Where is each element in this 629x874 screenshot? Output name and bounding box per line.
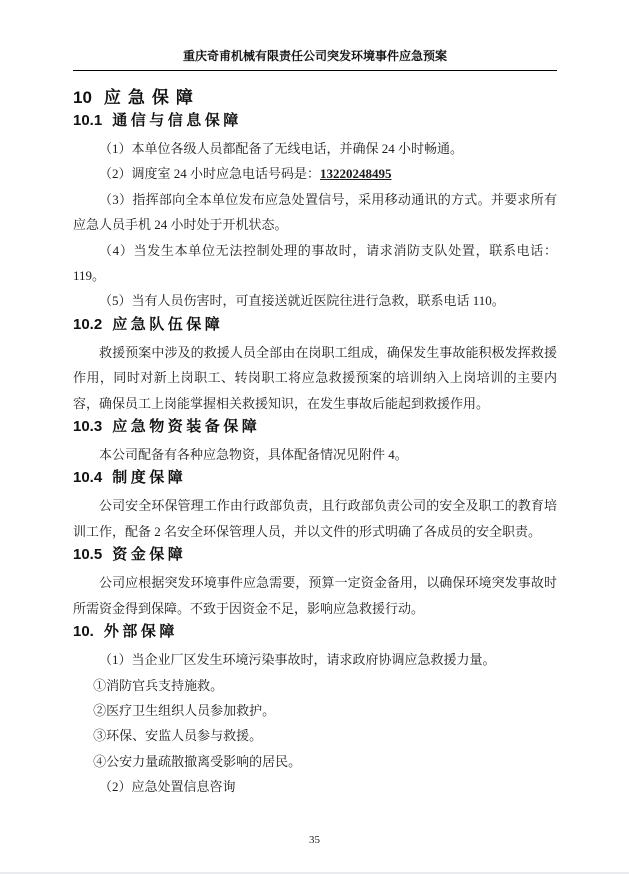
section-heading-10-2 xyxy=(73,314,557,335)
list-item-1: ①消防官兵支持施救。 xyxy=(93,677,224,693)
section-title: 制度保障 xyxy=(112,469,187,487)
section-number: 10.2 xyxy=(73,315,103,333)
section-title: 通信与信息保障 xyxy=(112,112,242,129)
section-title: 应急队伍保障 xyxy=(112,315,224,333)
section-number: 10.4 xyxy=(73,469,103,487)
section-heading-10-3 xyxy=(73,416,557,437)
section-heading-10-4 xyxy=(73,467,557,488)
section-10-1-body xyxy=(73,136,557,314)
paragraph-item-4: （4）当发生本单位无法控制处理的事故时，请求消防支队处置，联系电话：119。 xyxy=(73,242,557,284)
list-item-3: ③环保、安监人员参与救援。 xyxy=(93,728,263,744)
section-number: 10.3 xyxy=(73,418,103,436)
paragraph-item-1: （1）当企业厂区发生环境污染事故时，请求政府协调应急救援力量。 xyxy=(99,652,496,668)
section-10-external-body xyxy=(73,647,557,799)
section-number: 10.5 xyxy=(73,546,103,564)
page-number: 35 xyxy=(309,834,320,846)
page-header xyxy=(73,48,557,71)
paragraph: 公司安全环保管理工作由行政部负责，且行政部负责公司的安全及职工的教育培训工作，配备 2 名安全环保管理人员，并以文件的形式明确了各成员的安全职责。 xyxy=(73,498,557,539)
paragraph: 救援预案中涉及的救援人员全部由在岗职工组成，确保发生事故能积极发挥救援作用，同时对新上岗职工、转岗职工将应急救援预案的培训纳入上岗培训的主要内容，确保员工上岗能掌握相关救援知识，在发生事故后能起到救援作用。 xyxy=(73,344,557,411)
list-item-2: ②医疗卫生组织人员参加救护。 xyxy=(93,702,276,718)
paragraph-item-3: （3）指挥部向全本单位发布应急处置信号，采用移动通讯的方式。并要求所有应急人员手机 24 小时处于开机状态。 xyxy=(73,191,557,233)
paragraph-item-2: （2）应急处置信息咨询 xyxy=(99,779,236,795)
section-title: 资金保障 xyxy=(112,546,187,564)
paragraph-item-1: （1）本单位各级人员都配备了无线电话，并确保 24 小时畅通。 xyxy=(99,141,464,156)
emergency-phone-number: 13220248495 xyxy=(320,166,392,182)
section-heading-10-external xyxy=(73,621,557,642)
section-heading-10-5 xyxy=(73,544,557,565)
header-title: 重庆奇甫机械有限责任公司突发环境事件应急预案 xyxy=(182,49,447,63)
paragraph-item-2 xyxy=(73,161,557,186)
chapter-number: 10 xyxy=(73,88,92,107)
paragraph: 本公司配备有各种应急物资，具体配备情况见附件 4。 xyxy=(99,447,408,463)
section-number: 10.1 xyxy=(73,112,103,129)
section-title: 外部保障 xyxy=(103,623,178,641)
list-item-4: ④公安力量疏散撤离受影响的居民。 xyxy=(93,753,302,769)
section-heading-10-1 xyxy=(73,110,557,131)
page-footer xyxy=(0,834,629,846)
item-2-text: （2）调度室 24 小时应急电话号码是： xyxy=(99,166,321,182)
section-10-3-body xyxy=(73,442,557,467)
section-number: 10. xyxy=(73,623,94,641)
chapter-heading xyxy=(73,86,557,110)
paragraph: 公司应根据突发环境事件应急需要，预算一定资金备用，以确保环境突发事故时所需资金得到保障。不致于因资金不足，影响应急救援行动。 xyxy=(73,575,557,616)
section-title: 应急物资装备保障 xyxy=(112,418,261,436)
section-10-2-body xyxy=(73,340,557,416)
section-10-5-body xyxy=(73,570,557,621)
paragraph-item-5: （5）当有人员伤害时，可直接送就近医院往进行急救，联系电话 110。 xyxy=(99,293,505,309)
section-10-4-body xyxy=(73,493,557,544)
chapter-title: 应急保障 xyxy=(103,88,200,107)
